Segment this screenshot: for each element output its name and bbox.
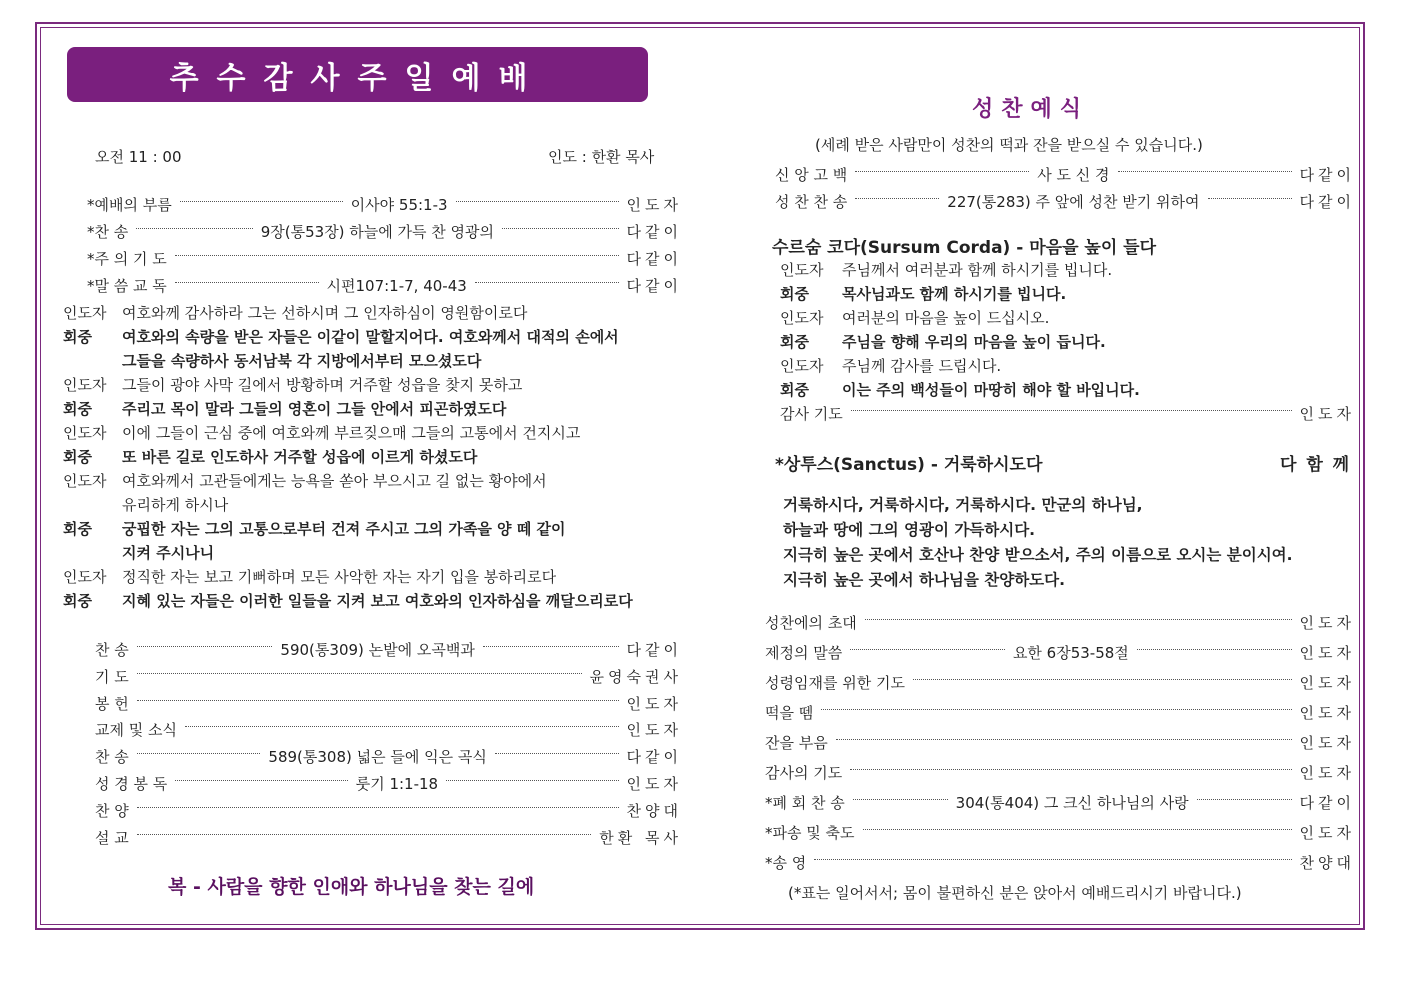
reading-speaker: 회중 bbox=[63, 520, 92, 538]
order-performer: 한환 목사 bbox=[599, 828, 682, 847]
reading-speaker: 회중 bbox=[63, 592, 92, 610]
reading-text: 또 바른 길로 인도하사 거주할 성읍에 이르게 하셨도다 bbox=[122, 448, 478, 466]
order-label: 찬 송 bbox=[95, 641, 129, 659]
reading-speaker: 인도자 bbox=[780, 309, 824, 327]
order-item bbox=[775, 191, 1355, 212]
sanctus-line: 지극히 높은 곳에서 하나님을 찬양하도다. bbox=[783, 571, 1066, 589]
leader-dots bbox=[855, 171, 1029, 172]
leader-dots bbox=[502, 228, 618, 229]
reading-line bbox=[63, 542, 214, 563]
order-item bbox=[87, 194, 682, 215]
leader-dots bbox=[850, 769, 1291, 770]
sanctus-line: 하늘과 땅에 그의 영광이 가득하시다. bbox=[783, 521, 1036, 539]
order-performer: 인도자 bbox=[1299, 644, 1355, 662]
reading-speaker: 인도자 bbox=[63, 304, 107, 322]
reading-text: 주님께서 여러분과 함께 하시기를 빕니다. bbox=[842, 261, 1113, 279]
communion-notice: (세례 받은 사람만이 성찬의 떡과 잔을 받으실 수 있습니다.) bbox=[815, 136, 1203, 154]
order-label: 신 앙 고 백 bbox=[775, 166, 848, 184]
order-label: 성령임재를 위한 기도 bbox=[765, 674, 905, 692]
leader-dots bbox=[1208, 198, 1292, 199]
leader-dots bbox=[821, 709, 1291, 710]
order-item bbox=[765, 732, 1355, 753]
leader-dots bbox=[137, 807, 619, 808]
leader-dots bbox=[1118, 171, 1292, 172]
reading-line bbox=[63, 590, 633, 611]
reading-line bbox=[780, 307, 1049, 328]
reading-speaker: 회중 bbox=[63, 400, 92, 418]
leader-dots bbox=[814, 859, 1291, 860]
order-label: *말 씀 교 독 bbox=[87, 277, 167, 295]
order-performer: 찬양대 bbox=[626, 801, 682, 820]
leader-dots bbox=[136, 228, 252, 229]
order-performer: 다같이 bbox=[626, 277, 683, 295]
order-performer: 다같이 bbox=[1299, 794, 1356, 812]
reading-line bbox=[780, 331, 1106, 352]
order-item bbox=[95, 719, 682, 740]
order-performer: 인도자 bbox=[1299, 704, 1355, 722]
leader-dots bbox=[137, 700, 619, 701]
reading-text: 여호와께서 고관들에게는 능욕을 쏟아 부으시고 길 없는 황야에서 bbox=[122, 472, 547, 490]
order-item bbox=[95, 693, 682, 714]
order-performer: 인도자 bbox=[1299, 674, 1355, 692]
communion-title: 성찬예식 bbox=[972, 97, 1090, 122]
order-performer: 인도자 bbox=[1299, 734, 1355, 752]
leader-dots bbox=[180, 201, 343, 202]
service-leader: 인도 : 한환 목사 bbox=[548, 148, 655, 166]
leader-dots bbox=[483, 646, 619, 647]
order-label: *예배의 부름 bbox=[87, 196, 172, 214]
reading-line bbox=[63, 374, 522, 395]
reading-line bbox=[63, 518, 565, 539]
order-detail: 9장(통53장) 하늘에 가득 찬 영광의 bbox=[260, 223, 495, 241]
order-performer: 인도자 bbox=[1299, 405, 1355, 423]
sanctus-line: 지극히 높은 곳에서 호산나 찬양 받으소서, 주의 이름으로 오시는 분이시여. bbox=[783, 546, 1293, 564]
order-label: 성 찬 찬 송 bbox=[775, 193, 848, 211]
order-performer: 다같이 bbox=[626, 748, 682, 767]
order-item bbox=[765, 762, 1355, 783]
order-item bbox=[95, 746, 682, 767]
reading-speaker: 인도자 bbox=[63, 568, 107, 586]
order-label: 교제 및 소식 bbox=[95, 721, 177, 740]
reading-speaker: 인도자 bbox=[63, 424, 107, 442]
reading-line bbox=[63, 422, 580, 443]
order-label: *파송 및 축도 bbox=[765, 824, 855, 842]
leader-dots bbox=[175, 255, 619, 256]
order-performer: 찬양대 bbox=[1299, 854, 1355, 872]
leader-dots bbox=[1197, 799, 1292, 800]
reading-text: 그들이 광야 사막 길에서 방황하며 거주할 성읍을 찾지 못하고 bbox=[122, 376, 523, 394]
order-detail: 227(통283) 주 앞에 성찬 받기 위하여 bbox=[947, 193, 1200, 211]
leader-dots bbox=[175, 282, 319, 283]
order-detail: 요한 6장53-58절 bbox=[1012, 644, 1129, 662]
leader-dots bbox=[137, 834, 592, 835]
reading-text: 여러분의 마음을 높이 드십시오. bbox=[842, 309, 1050, 327]
order-item bbox=[87, 248, 682, 269]
reading-text: 목사님과도 함께 하시기를 빕니다. bbox=[842, 285, 1067, 303]
order-label: 봉 헌 bbox=[95, 694, 129, 713]
reading-text: 그들을 속량하사 동서남북 각 지방에서부터 모으셨도다 bbox=[122, 352, 482, 370]
reading-line bbox=[63, 470, 547, 491]
leader-dots bbox=[836, 739, 1292, 740]
order-detail: 589(통308) 넓은 들에 익은 곡식 bbox=[268, 748, 487, 767]
order-label: 성 경 봉 독 bbox=[95, 775, 168, 793]
order-label: 찬 송 bbox=[95, 748, 129, 767]
reading-line bbox=[780, 379, 1140, 400]
standing-footnote: (*표는 일어서서; 몸이 불편하신 분은 앉아서 예배드리시기 바랍니다.) bbox=[788, 884, 1242, 902]
order-detail: 이사야 55:1-3 bbox=[350, 196, 448, 214]
sermon-title: 복 - 사람을 향한 인애와 하나님을 찾는 길에 bbox=[168, 876, 535, 898]
order-label: *송 영 bbox=[765, 854, 807, 872]
reading-speaker: 회중 bbox=[780, 381, 809, 399]
reading-speaker: 인도자 bbox=[780, 357, 824, 375]
service-title: 추수감사주일예배 bbox=[67, 47, 648, 102]
order-detail: 사 도 신 경 bbox=[1037, 166, 1110, 184]
reading-speaker: 인도자 bbox=[63, 376, 107, 394]
leader-dots bbox=[456, 201, 619, 202]
order-label: 기 도 bbox=[95, 667, 129, 686]
order-item bbox=[87, 221, 682, 242]
reading-line bbox=[63, 326, 619, 347]
reading-text: 정직한 자는 보고 기뻐하며 모든 사악한 자는 자기 입을 봉하리로다 bbox=[122, 568, 557, 586]
reading-text: 여호와의 속량을 받은 자들은 이같이 말할지어다. 여호와께서 대적의 손에서 bbox=[122, 328, 619, 346]
reading-text: 이에 그들이 근심 중에 여호와께 부르짖으매 그들의 고통에서 건지시고 bbox=[122, 424, 581, 442]
order-label: *폐 회 찬 송 bbox=[765, 794, 845, 812]
reading-speaker: 회중 bbox=[63, 448, 92, 466]
order-item bbox=[765, 642, 1355, 663]
leader-dots bbox=[137, 673, 582, 674]
leader-dots bbox=[863, 829, 1292, 830]
order-item bbox=[95, 800, 682, 821]
order-performer: 인도자 bbox=[1299, 764, 1355, 782]
leader-dots bbox=[446, 780, 618, 781]
order-item bbox=[765, 612, 1355, 633]
sanctus-performer: 다 함 께 bbox=[1280, 455, 1352, 475]
leader-dots bbox=[850, 649, 1005, 650]
reading-line bbox=[63, 398, 506, 419]
leader-dots bbox=[185, 726, 619, 727]
reading-line bbox=[780, 259, 1112, 280]
reading-line bbox=[63, 566, 556, 587]
reading-text: 지켜 주시나니 bbox=[122, 544, 215, 562]
order-performer: 다같이 bbox=[626, 641, 682, 659]
service-time: 오전 11 : 00 bbox=[95, 148, 182, 166]
reading-text: 이는 주의 백성들이 마땅히 해야 할 바입니다. bbox=[842, 381, 1140, 399]
sanctus-heading: *상투스(Sanctus) - 거룩하시도다 bbox=[775, 455, 1043, 475]
leader-dots bbox=[853, 799, 948, 800]
order-item bbox=[765, 792, 1355, 813]
order-performer: 인도자 bbox=[1299, 614, 1355, 632]
order-detail: 룻기 1:1-18 bbox=[355, 775, 439, 793]
reading-line bbox=[780, 283, 1066, 304]
reading-line bbox=[780, 355, 1001, 376]
reading-line bbox=[63, 350, 481, 371]
order-label: 제정의 말씀 bbox=[765, 644, 843, 662]
reading-text: 주님을 향해 우리의 마음을 높이 듭니다. bbox=[842, 333, 1106, 351]
reading-text: 주님께 감사를 드립시다. bbox=[842, 357, 1002, 375]
leader-dots bbox=[475, 282, 619, 283]
reading-text: 여호와께 감사하라 그는 선하시며 그 인자하심이 영원함이로다 bbox=[122, 304, 528, 322]
order-item bbox=[95, 666, 682, 687]
thanks-prayer-row bbox=[780, 403, 1355, 424]
order-label: 설 교 bbox=[95, 828, 129, 847]
order-label: 찬 양 bbox=[95, 801, 129, 820]
reading-text: 지혜 있는 자들은 이러한 일들을 지켜 보고 여호와의 인자하심을 깨달으리로다 bbox=[122, 592, 633, 610]
leader-dots bbox=[175, 780, 347, 781]
order-performer: 인도자 bbox=[626, 721, 682, 740]
order-item bbox=[775, 164, 1355, 185]
order-performer: 다같이 bbox=[1299, 193, 1356, 211]
leader-dots bbox=[137, 646, 273, 647]
leader-dots bbox=[851, 410, 1292, 411]
sanctus-line: 거룩하시다, 거룩하시다, 거룩하시다. 만군의 하나님, bbox=[783, 496, 1143, 514]
order-performer: 인도자 bbox=[626, 196, 682, 214]
reading-speaker: 회중 bbox=[780, 333, 809, 351]
order-detail: 304(통404) 그 크신 하나님의 사랑 bbox=[955, 794, 1189, 812]
order-label: 떡을 뗌 bbox=[765, 704, 814, 722]
order-performer: 인도자 bbox=[626, 775, 683, 793]
order-performer: 윤영숙권사 bbox=[589, 667, 682, 686]
reading-text: 유리하게 하시나 bbox=[122, 496, 229, 514]
order-label: *주 의 기 도 bbox=[87, 250, 167, 268]
reading-text: 궁핍한 자는 그의 고통으로부터 건져 주시고 그의 가족을 양 떼 같이 bbox=[122, 520, 566, 538]
reading-line bbox=[63, 446, 477, 467]
reading-text: 주리고 목이 말라 그들의 영혼이 그들 안에서 피곤하였도다 bbox=[122, 400, 507, 418]
order-item bbox=[765, 702, 1355, 723]
reading-line bbox=[63, 302, 527, 323]
leader-dots bbox=[1137, 649, 1292, 650]
order-item bbox=[765, 822, 1355, 843]
reading-speaker: 인도자 bbox=[780, 261, 824, 279]
leader-dots bbox=[865, 619, 1292, 620]
reading-speaker: 회중 bbox=[63, 328, 92, 346]
leader-dots bbox=[913, 679, 1292, 680]
order-item bbox=[95, 639, 682, 660]
order-performer: 다같이 bbox=[626, 223, 682, 241]
leader-dots bbox=[855, 198, 939, 199]
reading-speaker: 회중 bbox=[780, 285, 809, 303]
order-performer: 다같이 bbox=[1299, 166, 1356, 184]
order-item bbox=[95, 827, 682, 848]
order-item bbox=[765, 672, 1355, 693]
order-label: 감사 기도 bbox=[780, 405, 843, 423]
reading-line bbox=[63, 494, 228, 515]
order-label: 감사의 기도 bbox=[765, 764, 843, 782]
order-label: *찬 송 bbox=[87, 223, 129, 241]
order-detail: 590(통309) 논밭에 오곡백과 bbox=[280, 641, 475, 659]
order-item bbox=[95, 773, 682, 794]
order-performer: 인도자 bbox=[1299, 824, 1355, 842]
order-performer: 다같이 bbox=[626, 250, 682, 268]
order-detail: 시편107:1-7, 40-43 bbox=[326, 277, 467, 295]
order-performer: 인도자 bbox=[626, 694, 682, 713]
order-label: 성찬에의 초대 bbox=[765, 614, 857, 632]
leader-dots bbox=[137, 753, 261, 754]
reading-speaker: 인도자 bbox=[63, 472, 107, 490]
order-label: 잔을 부음 bbox=[765, 734, 828, 752]
sursum-corda-heading: 수르숨 코다(Sursum Corda) - 마음을 높이 들다 bbox=[772, 238, 1157, 258]
order-item bbox=[87, 275, 682, 296]
order-item bbox=[765, 852, 1355, 873]
leader-dots bbox=[495, 753, 619, 754]
